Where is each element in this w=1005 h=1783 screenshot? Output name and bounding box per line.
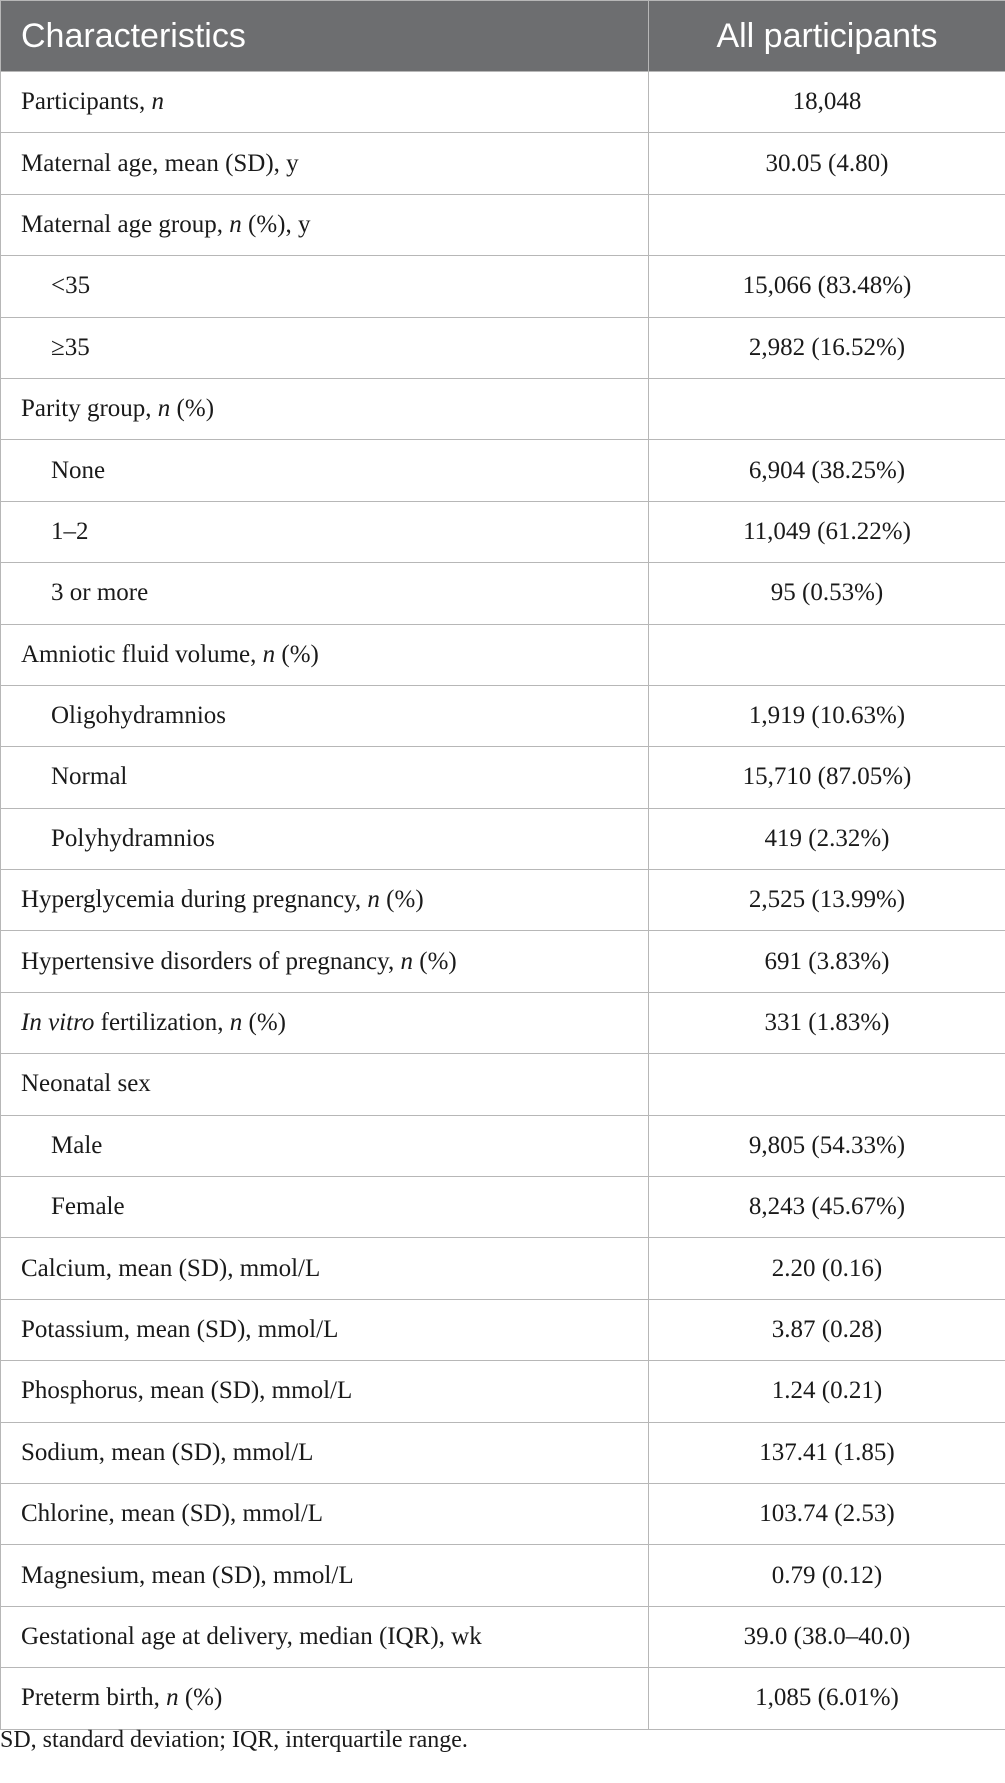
- table-row: [1, 992, 1005, 1053]
- table-row: [1, 194, 1005, 255]
- row-value: 103.74 (2.53): [649, 1483, 1005, 1544]
- row-label: [1, 317, 649, 378]
- row-label: [1, 440, 649, 501]
- row-label-text: Polyhydramnios: [51, 824, 215, 852]
- row-value: 6,904 (38.25%): [649, 440, 1005, 501]
- table-header-row: [1, 1, 1005, 72]
- row-label: [1, 870, 649, 931]
- table-row: [1, 1299, 1005, 1360]
- row-label: [1, 72, 649, 133]
- row-label: [1, 992, 649, 1053]
- row-label-italic: n: [262, 640, 276, 668]
- table-row: [1, 1606, 1005, 1667]
- row-value: 2.20 (0.16): [649, 1238, 1005, 1299]
- table-row: [1, 624, 1005, 685]
- row-label-text: (%): [413, 947, 457, 975]
- row-label-text: Phosphorus, mean (SD), mmol/L: [21, 1377, 353, 1405]
- row-value: 15,710 (87.05%): [649, 747, 1005, 808]
- table-body: [1, 72, 1005, 1730]
- table-row: [1, 1115, 1005, 1176]
- row-label-text: (%): [178, 1684, 223, 1712]
- row-label: [1, 1299, 649, 1360]
- table-row: [1, 808, 1005, 869]
- row-label-text: Hypertensive disorders of pregnancy,: [21, 947, 401, 975]
- row-value: [649, 624, 1005, 685]
- row-label-italic: n: [229, 1009, 243, 1037]
- row-value: 2,982 (16.52%): [649, 317, 1005, 378]
- row-label: [1, 194, 649, 255]
- row-label-text: Maternal age group,: [21, 210, 230, 238]
- row-value: 39.0 (38.0–40.0): [649, 1606, 1005, 1667]
- header-characteristics: Characteristics: [1, 1, 649, 72]
- row-label-text: Hyperglycemia during pregnancy,: [21, 886, 368, 914]
- row-value: 1,085 (6.01%): [649, 1668, 1005, 1729]
- row-label-text: (%), y: [241, 210, 311, 238]
- row-label-text: 3 or more: [51, 579, 149, 607]
- row-value: 1.24 (0.21): [649, 1361, 1005, 1422]
- table-row: [1, 1545, 1005, 1606]
- row-label-text: 1–2: [51, 517, 89, 545]
- row-label-text: Magnesium, mean (SD), mmol/L: [21, 1561, 354, 1589]
- row-value: 3.87 (0.28): [649, 1299, 1005, 1360]
- row-value: 419 (2.32%): [649, 808, 1005, 869]
- row-value: 0.79 (0.12): [649, 1545, 1005, 1606]
- row-label: [1, 1668, 649, 1729]
- table-row: [1, 1668, 1005, 1729]
- row-label-text: Neonatal sex: [21, 1070, 151, 1098]
- row-label-text: (%): [170, 395, 215, 423]
- row-label-text: Parity group,: [21, 395, 158, 423]
- row-label: [1, 1177, 649, 1238]
- row-label: [1, 1054, 649, 1115]
- row-label-text: (%): [275, 640, 319, 668]
- row-label: [1, 1606, 649, 1667]
- row-value: 30.05 (4.80): [649, 133, 1005, 194]
- row-label-text: Gestational age at delivery, median (IQR), wk: [21, 1622, 482, 1650]
- table-row: [1, 440, 1005, 501]
- table-row: [1, 133, 1005, 194]
- row-label: [1, 133, 649, 194]
- row-value: [649, 1054, 1005, 1115]
- row-label-italic: n: [157, 395, 171, 423]
- table-row: [1, 870, 1005, 931]
- row-label-text: (%): [379, 886, 424, 914]
- row-value: 18,048: [649, 72, 1005, 133]
- row-label-text: Potassium, mean (SD), mmol/L: [21, 1316, 339, 1343]
- table-row: [1, 317, 1005, 378]
- row-label: [1, 624, 649, 685]
- row-label: [1, 808, 649, 869]
- row-value: 95 (0.53%): [649, 563, 1005, 624]
- row-label-text: Calcium, mean (SD), mmol/L: [21, 1254, 321, 1282]
- row-label: [1, 256, 649, 317]
- row-label: [1, 747, 649, 808]
- row-value: [649, 194, 1005, 255]
- row-label-italic: n: [367, 886, 380, 914]
- row-value: [649, 378, 1005, 439]
- row-label-italic: n: [229, 210, 242, 238]
- row-label-text: Maternal age, mean (SD), y: [21, 149, 299, 177]
- table-row: [1, 1238, 1005, 1299]
- table-row: [1, 1177, 1005, 1238]
- row-value: 1,919 (10.63%): [649, 685, 1005, 746]
- row-label-text: Male: [51, 1131, 103, 1159]
- table-row: [1, 256, 1005, 317]
- row-label-text: Oligohydramnios: [51, 702, 226, 730]
- table-row: [1, 1422, 1005, 1483]
- row-value: 137.41 (1.85): [649, 1422, 1005, 1483]
- row-label: [1, 1545, 649, 1606]
- table-row: [1, 747, 1005, 808]
- row-label-text: Participants,: [21, 88, 152, 116]
- table-row: [1, 1054, 1005, 1115]
- table-row: [1, 1483, 1005, 1544]
- table-row: [1, 501, 1005, 562]
- row-label-text: Preterm birth,: [21, 1684, 167, 1712]
- table-footnote: SD, standard deviation; IQR, interquartile range.: [0, 1727, 468, 1753]
- row-label-text: Normal: [51, 763, 128, 791]
- row-label-italic: In vitro: [21, 1009, 95, 1037]
- row-label-text: fertilization,: [94, 1009, 230, 1037]
- row-value: 9,805 (54.33%): [649, 1115, 1005, 1176]
- row-label: [1, 563, 649, 624]
- row-label: [1, 1483, 649, 1544]
- row-label-italic: n: [400, 947, 414, 975]
- row-label-text: (%): [242, 1009, 286, 1037]
- header-all-participants: All participants: [649, 1, 1005, 72]
- row-label: [1, 1238, 649, 1299]
- row-label: [1, 1115, 649, 1176]
- table-row: [1, 931, 1005, 992]
- row-label-italic: n: [166, 1684, 179, 1712]
- row-label: [1, 1422, 649, 1483]
- row-label-text: None: [51, 456, 106, 484]
- row-label: [1, 931, 649, 992]
- row-value: 15,066 (83.48%): [649, 256, 1005, 317]
- table-row: [1, 1361, 1005, 1422]
- row-label: [1, 685, 649, 746]
- table-row: [1, 378, 1005, 439]
- row-label: [1, 501, 649, 562]
- row-label-text: <35: [51, 272, 91, 300]
- table-row: [1, 72, 1005, 133]
- table-row: [1, 563, 1005, 624]
- row-label-text: Sodium, mean (SD), mmol/L: [21, 1438, 314, 1466]
- row-value: 691 (3.83%): [649, 931, 1005, 992]
- row-label: [1, 1361, 649, 1422]
- row-label-text: Amniotic fluid volume,: [21, 640, 263, 668]
- row-value: 11,049 (61.22%): [649, 501, 1005, 562]
- row-value: 8,243 (45.67%): [649, 1177, 1005, 1238]
- table-row: [1, 685, 1005, 746]
- row-label-text: Chlorine, mean (SD), mmol/L: [21, 1500, 324, 1528]
- row-value: 2,525 (13.99%): [649, 870, 1005, 931]
- row-label-italic: n: [151, 88, 165, 116]
- row-label: [1, 378, 649, 439]
- row-value: 331 (1.83%): [649, 992, 1005, 1053]
- row-label-text: Female: [51, 1193, 125, 1221]
- row-label-text: ≥35: [51, 333, 90, 361]
